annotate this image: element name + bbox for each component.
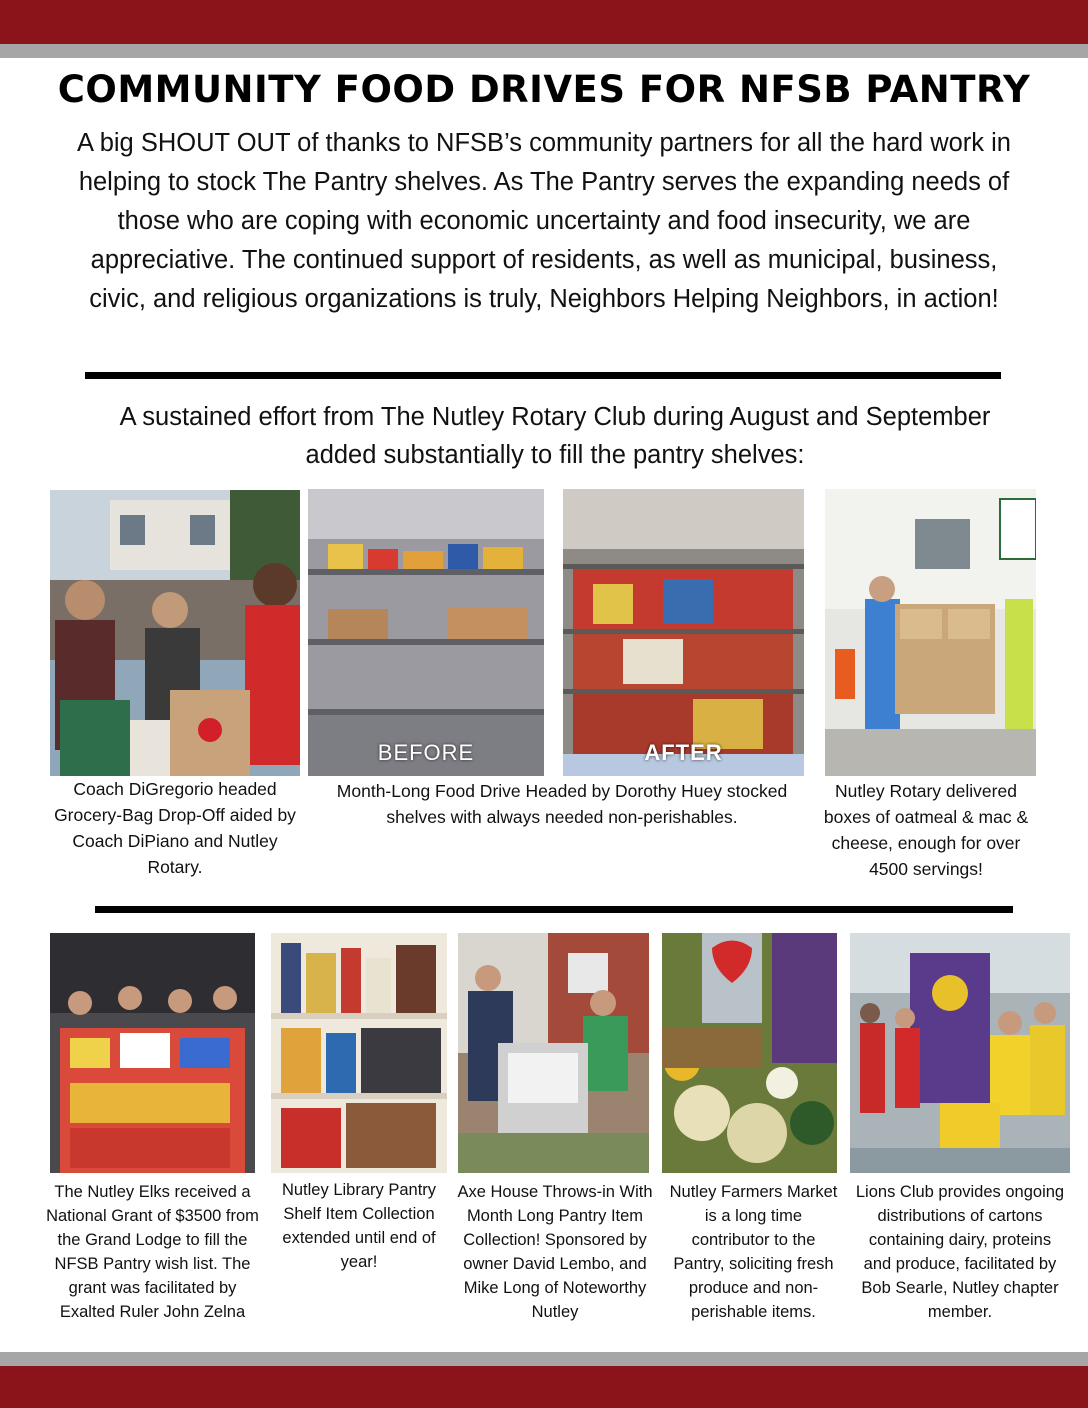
page-title: COMMUNITY FOOD DRIVES FOR NFSB PANTRY [57,68,1031,111]
photo-grocery-bag-dropoff [50,490,300,776]
photo-farmers-market [662,933,837,1173]
intro-paragraph: A big SHOUT OUT of thanks to NFSB’s community partners for all the hard work in helping to stock The Pantry shelves. As The Pantry serves the expanding needs of those who are coping with economic uncertainty and food insecurity, we are appreciative. The continued support of residents, as well as municipal, business, civic, and religious organizations is truly, Neighbors Helping Neighbors, in action! [77,129,1011,313]
bottom-red-band [0,1366,1088,1408]
divider-rule-top [85,372,1001,379]
caption-coach-dropoff: Coach DiGregorio headed Grocery-Bag Drop-Off aided by Coach DiPiano and Nutley Rotary. [54,779,296,877]
photo-library-shelf [271,933,447,1173]
top-red-band [0,0,1088,44]
photo-shelves-before [308,489,544,776]
caption-lions-club: Lions Club provides ongoing distributions of cartons containing dairy, proteins and produce, facilitated by Bob Searle, Nutley chapter member. [855,1183,1065,1321]
caption-elks: The Nutley Elks received a National Grant of $3500 from the Grand Lodge to fill the NFSB Pantry wish list. The grant was facilitated by Exalted Ruler John Zelna [46,1183,259,1321]
photo-axe-house [458,933,649,1173]
bottom-grey-band [0,1352,1088,1366]
caption-farmers-market: Nutley Farmers Market is a long time contributor to the Pantry, soliciting fresh produce and non-perishable items. [669,1183,838,1321]
photo-rotary-delivery [825,489,1036,776]
before-label: BEFORE [377,740,475,765]
caption-library: Nutley Library Pantry Shelf Item Collection extended until end of year! [281,1181,437,1271]
after-label: AFTER [644,740,723,765]
caption-rotary-delivered: Nutley Rotary delivered boxes of oatmeal & mac & cheese, enough for over 4500 servings! [823,781,1029,879]
rotary-intro: A sustained effort from The Nutley Rotary Club during August and September added substantially to fill the pantry shelves: [119,403,991,469]
photo-shelves-after [563,489,804,776]
caption-month-long-drive: Month-Long Food Drive Headed by Dorothy Huey stocked shelves with always needed non-perishables. [336,781,788,827]
top-grey-band [0,44,1088,58]
photo-elks-grant [50,933,255,1173]
divider-rule-middle [95,906,1013,913]
photo-lions-club [850,933,1070,1173]
caption-axe-house: Axe House Throws-in With Month Long Pantry Item Collection! Sponsored by owner David Lembo, and Mike Long of Noteworthy Nutley [457,1183,653,1321]
